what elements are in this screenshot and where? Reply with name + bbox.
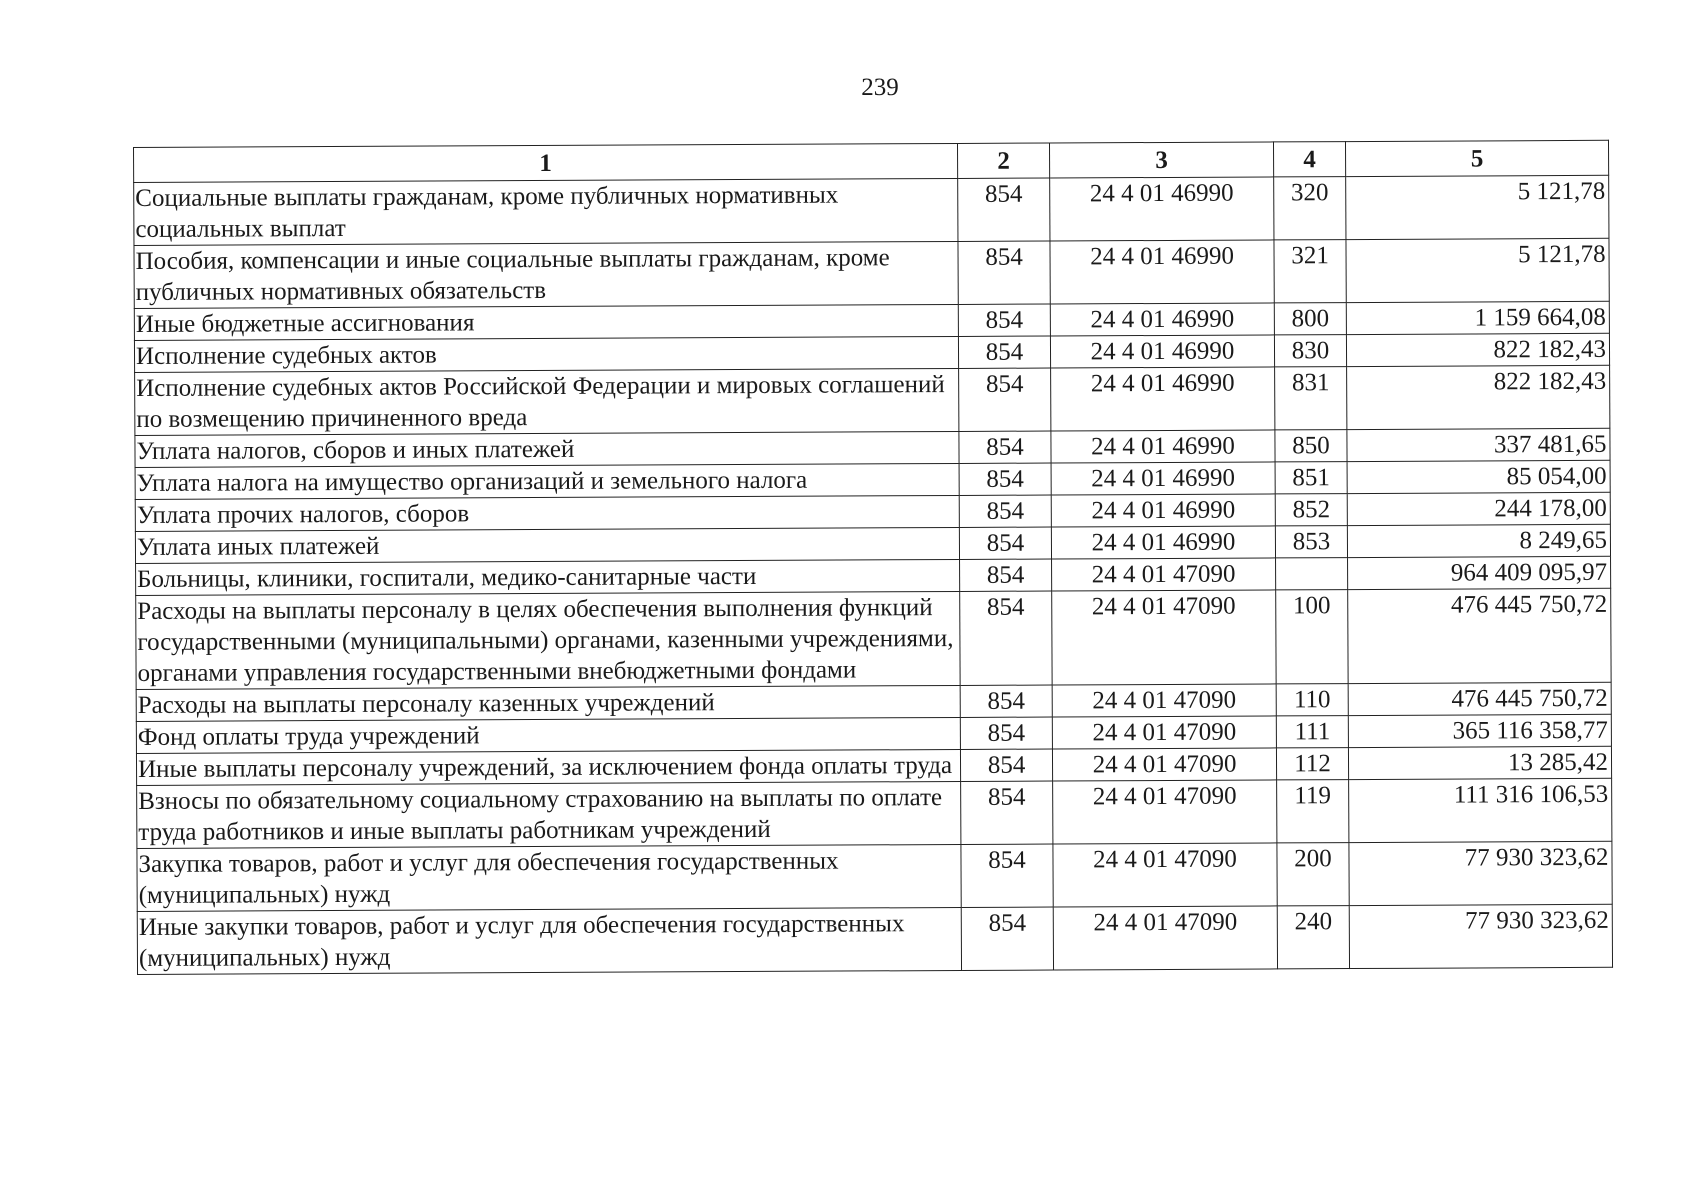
row-name-cell: Исполнение судебных актов Российской Федерации и мировых соглашений по возмещению причиненного вреда — [135, 368, 959, 435]
row-ministry-cell: 854 — [960, 591, 1052, 685]
table-row — [134, 238, 1609, 308]
table-row — [136, 588, 1611, 689]
row-name-cell: Уплата налогов, сборов и иных платежей — [135, 431, 959, 467]
row-ministry-cell: 854 — [960, 685, 1052, 717]
row-csr-cell: 24 4 01 46990 — [1050, 177, 1274, 241]
row-csr-cell: 24 4 01 46990 — [1051, 462, 1275, 495]
row-amount-cell: 13 285,42 — [1348, 746, 1611, 779]
row-ministry-cell: 854 — [958, 336, 1050, 368]
row-name-cell: Расходы на выплаты персоналу в целях обеспечения выполнения функций государственными (муниципальными) органами, казенными учреждениями, органами управления государственными внебюджетными фондами — [136, 591, 960, 689]
row-csr-cell: 24 4 01 47090 — [1052, 590, 1276, 685]
row-csr-cell: 24 4 01 47090 — [1052, 748, 1276, 781]
row-csr-cell: 24 4 01 47090 — [1052, 558, 1276, 591]
row-csr-cell: 24 4 01 46990 — [1050, 240, 1274, 304]
row-csr-cell: 24 4 01 47090 — [1053, 780, 1277, 844]
header-cell-amount: 5 — [1345, 140, 1608, 176]
row-csr-cell: 24 4 01 46990 — [1051, 494, 1275, 527]
row-ministry-cell: 854 — [959, 527, 1051, 559]
row-vr-cell: 830 — [1274, 335, 1346, 367]
row-amount-cell: 476 445 750,72 — [1348, 682, 1611, 715]
row-vr-cell: 831 — [1275, 367, 1347, 430]
row-amount-cell: 244 178,00 — [1347, 492, 1610, 525]
row-ministry-cell: 854 — [958, 178, 1050, 241]
table-row — [137, 904, 1612, 974]
row-name-cell: Уплата прочих налогов, сборов — [135, 495, 959, 531]
table-body — [134, 175, 1613, 974]
row-ministry-cell: 854 — [959, 368, 1051, 431]
row-amount-cell: 85 054,00 — [1347, 460, 1610, 493]
row-vr-cell: 200 — [1277, 843, 1349, 906]
row-name-cell: Иные выплаты персоналу учреждений, за исключением фонда оплаты труда — [136, 749, 960, 785]
header-cell-name: 1 — [134, 143, 958, 182]
row-csr-cell: 24 4 01 46990 — [1051, 526, 1275, 559]
row-vr-cell: 240 — [1277, 906, 1349, 969]
header-cell-ministry: 2 — [957, 143, 1049, 178]
row-amount-cell: 8 249,65 — [1347, 524, 1610, 557]
row-vr-cell: 111 — [1276, 716, 1348, 748]
table-row — [135, 365, 1610, 435]
page-number: 239 — [861, 74, 899, 101]
row-name-cell: Иные бюджетные ассигнования — [134, 304, 958, 340]
row-ministry-cell: 854 — [961, 907, 1053, 970]
row-amount-cell: 476 445 750,72 — [1348, 588, 1611, 683]
row-csr-cell: 24 4 01 46990 — [1050, 303, 1274, 336]
row-ministry-cell: 854 — [958, 304, 1050, 336]
row-amount-cell: 5 121,78 — [1346, 175, 1609, 239]
row-ministry-cell: 854 — [959, 495, 1051, 527]
row-ministry-cell: 854 — [960, 749, 1052, 781]
row-name-cell: Фонд оплаты труда учреждений — [136, 717, 960, 753]
row-name-cell: Уплата иных платежей — [135, 527, 959, 563]
row-name-cell: Уплата налога на имущество организаций и земельного налога — [135, 463, 959, 499]
row-name-cell: Иные закупки товаров, работ и услуг для обеспечения государственных (муниципальных) нужд — [137, 907, 961, 974]
row-name-cell: Исполнение судебных актов — [134, 336, 958, 372]
row-vr-cell: 850 — [1275, 430, 1347, 462]
row-vr-cell: 100 — [1276, 590, 1348, 684]
row-amount-cell: 822 182,43 — [1346, 333, 1609, 366]
row-ministry-cell: 854 — [958, 241, 1050, 304]
row-vr-cell: 112 — [1276, 748, 1348, 780]
row-amount-cell: 337 481,65 — [1347, 428, 1610, 461]
table-row — [137, 841, 1612, 911]
row-amount-cell: 365 116 358,77 — [1348, 714, 1611, 747]
row-name-cell: Закупка товаров, работ и услуг для обеспечения государственных (муниципальных) нужд — [137, 844, 961, 911]
table-row — [137, 778, 1612, 848]
row-amount-cell: 1 159 664,08 — [1346, 301, 1609, 334]
row-vr-cell: 853 — [1275, 526, 1347, 558]
row-ministry-cell: 854 — [959, 431, 1051, 463]
row-vr-cell: 852 — [1275, 494, 1347, 526]
row-ministry-cell: 854 — [961, 844, 1053, 907]
row-vr-cell — [1276, 558, 1348, 590]
row-name-cell: Социальные выплаты гражданам, кроме публичных нормативных социальных выплат — [134, 178, 958, 245]
row-amount-cell: 964 409 095,97 — [1348, 556, 1611, 589]
row-ministry-cell: 854 — [961, 781, 1053, 844]
row-amount-cell: 822 182,43 — [1347, 365, 1610, 429]
row-name-cell: Расходы на выплаты персоналу казенных учреждений — [136, 685, 960, 721]
row-amount-cell: 77 930 323,62 — [1349, 841, 1612, 905]
row-vr-cell: 320 — [1274, 177, 1346, 240]
row-csr-cell: 24 4 01 47090 — [1052, 716, 1276, 749]
row-vr-cell: 321 — [1274, 240, 1346, 303]
row-vr-cell: 110 — [1276, 684, 1348, 716]
row-vr-cell: 119 — [1277, 780, 1349, 843]
row-amount-cell: 77 930 323,62 — [1349, 904, 1612, 968]
row-name-cell: Пособия, компенсации и иные социальные выплаты гражданам, кроме публичных нормативных обязательств — [134, 241, 958, 308]
row-name-cell: Взносы по обязательному социальному страхованию на выплаты по оплате труда работников и иные выплаты работникам учреждений — [137, 781, 961, 848]
row-csr-cell: 24 4 01 47090 — [1053, 906, 1277, 970]
row-vr-cell: 851 — [1275, 462, 1347, 494]
row-amount-cell: 111 316 106,53 — [1349, 778, 1612, 842]
row-ministry-cell: 854 — [960, 559, 1052, 591]
header-cell-csr: 3 — [1049, 142, 1273, 178]
row-name-cell: Больницы, клиники, госпитали, медико-санитарные части — [136, 559, 960, 595]
row-csr-cell: 24 4 01 46990 — [1051, 430, 1275, 463]
header-cell-vr: 4 — [1273, 142, 1345, 177]
row-ministry-cell: 854 — [960, 717, 1052, 749]
row-csr-cell: 24 4 01 46990 — [1051, 367, 1275, 431]
row-amount-cell: 5 121,78 — [1346, 238, 1609, 302]
row-csr-cell: 24 4 01 47090 — [1052, 684, 1276, 717]
row-vr-cell: 800 — [1274, 303, 1346, 335]
row-ministry-cell: 854 — [959, 463, 1051, 495]
table-row — [134, 175, 1609, 245]
budget-table — [133, 140, 1613, 975]
row-csr-cell: 24 4 01 46990 — [1050, 335, 1274, 368]
row-csr-cell: 24 4 01 47090 — [1053, 843, 1277, 907]
